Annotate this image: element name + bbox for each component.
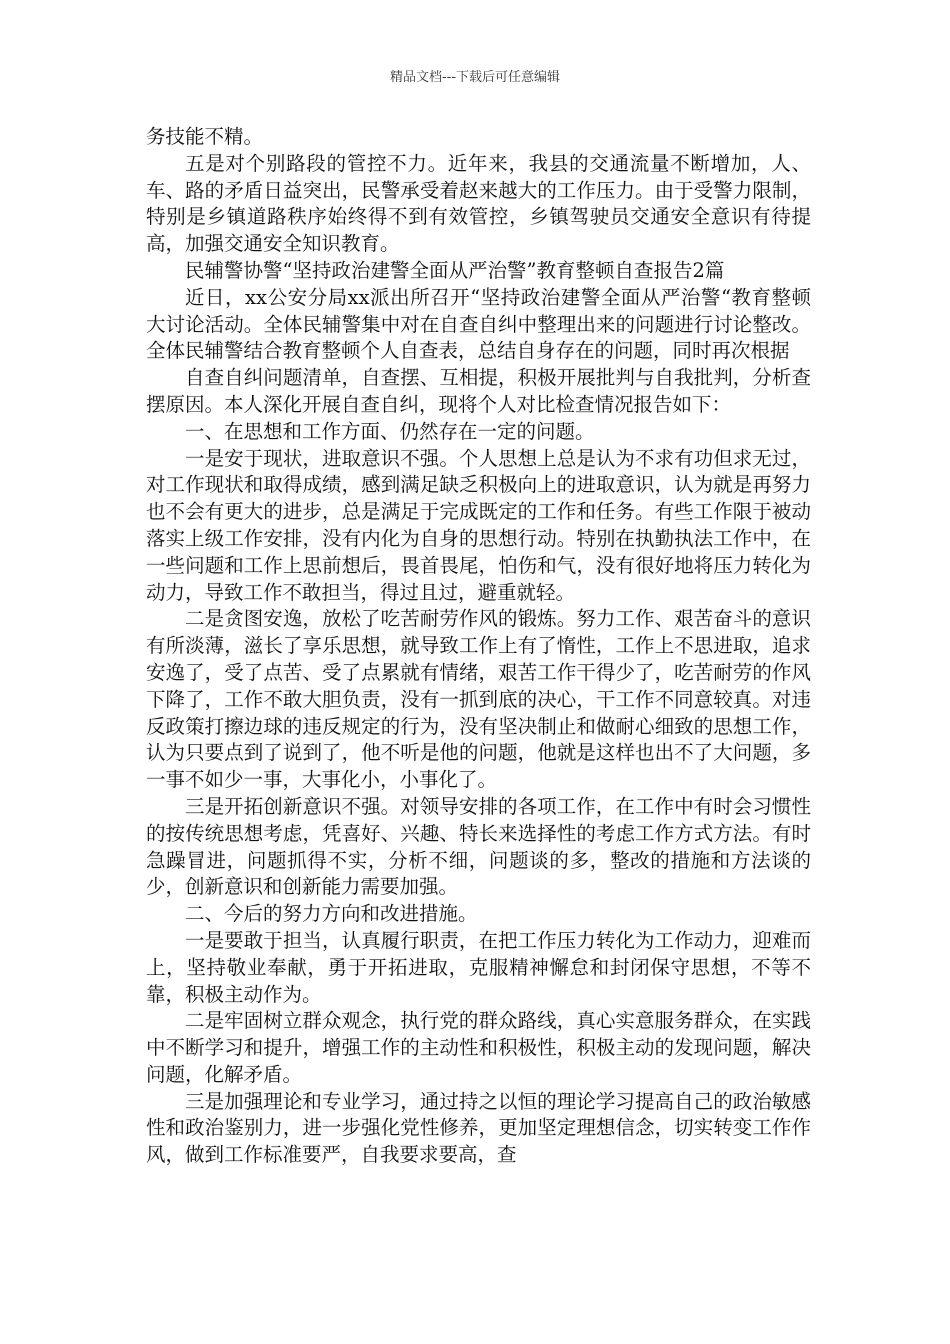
paragraph: 三是加强理论和专业学习，通过持之以恒的理论学习提高自己的政治敏感性和政治鉴别力，进一步强化党性修养，更加坚定理想信念，切实转变工作作风，做到工作标准要严，自我要求要高，查 xyxy=(146,1089,811,1167)
section-heading: 二、今后的努力方向和改进措施。 xyxy=(185,902,478,926)
paragraph: 二是贪图安逸，放松了吃苦耐劳作风的锻炼。努力工作、艰苦奋斗的意识有所淡薄，滋长了享乐思想，就导致工作上有了惰性，工作上不思进取，追求安逸了，受了点苦、受了点累就有情绪，艰苦工作干得少了，吃苦耐劳的作风下降了，工作不敢大胆负责，没有一抓到底的决心，干工作不同意较真。对违反政策打擦边球的违反规定的行为，没有坚决制止和做耐心细致的思想工作，认为只要点到了说到了，他不听是他的问题，他就是这样也出不了大问题，多一事不如少一事，大事化小，小事化了。 xyxy=(146,607,811,792)
page-header: 精品文档---下载后可任意编辑 xyxy=(389,70,561,85)
paragraph: 自查自纠问题清单，自查摆、互相提，积极开展批判与自我批判，分析查摆原因。本人深化开展自查自纠，现将个人对比检查情况报告如下： xyxy=(146,366,811,416)
paragraph: 五是对个别路段的管控不力。近年来，我县的交通流量不断增加，人、车、路的矛盾日益突出，民警承受着赵来越大的工作压力。由于受警力限制，特别是乡镇道路秩序始终得不到有效管控，乡镇驾驶员交通安全意识有待提高，加强交通安全知识教育。 xyxy=(146,151,811,256)
document-body xyxy=(146,124,811,1169)
paragraph: 务技能不精。 xyxy=(146,125,264,148)
section-heading: 一、在思想和工作方面、仍然存在一定的问题。 xyxy=(185,419,595,443)
report-title: 民辅警协警“坚持政治建警全面从严治警”教育整顿自查报告2篇 xyxy=(185,258,725,282)
paragraph: 二是牢固树立群众观念，执行党的群众路线，真心实意服务群众，在实践中不断学习和提升，增强工作的主动性和积极性，积极主动的发现问题，解决问题，化解矛盾。 xyxy=(146,1009,811,1086)
paragraph: 一是要敢于担当，认真履行职责，在把工作压力转化为工作动力，迎难而上，坚持敬业奉献，勇于开拓进取，克服精神懈怠和封闭保守思想，不等不靠，积极主动作为。 xyxy=(146,928,811,1006)
paragraph: 一是安于现状，进取意识不强。个人思想上总是认为不求有功但求无过，对工作现状和取得成绩，感到满足缺乏积极向上的进取意识，认为就是再努力也不会有更大的进步，总是满足于完成既定的工作和任务。有些工作限于被动落实上级工作安排，没有内化为自身的思想行动。特别在执勤执法工作中，在一些问题和工作上思前想后，畏首畏尾，怕伤和气，没有很好地将压力转化为动力，导致工作不敢担当，得过且过，避重就轻。 xyxy=(146,446,811,604)
paragraph: 三是开拓创新意识不强。对领导安排的各项工作，在工作中有时会习惯性的按传统思想考虑，凭喜好、兴趣、特长来选择性的考虑工作方式方法。有时急躁冒进，问题抓得不实，分析不细，问题谈的多，整改的措施和方法谈的少，创新意识和创新能力需要加强。 xyxy=(146,794,811,899)
paragraph: 近日，xx公安分局xx派出所召开“坚持政治建警全面从严治警“教育整顿大讨论活动。全体民辅警集中对在自查自纠中整理出来的问题进行讨论整改。全体民辅警结合教育整顿个人自查表，总结自身存在的问题，同时再次根据 xyxy=(146,285,811,363)
